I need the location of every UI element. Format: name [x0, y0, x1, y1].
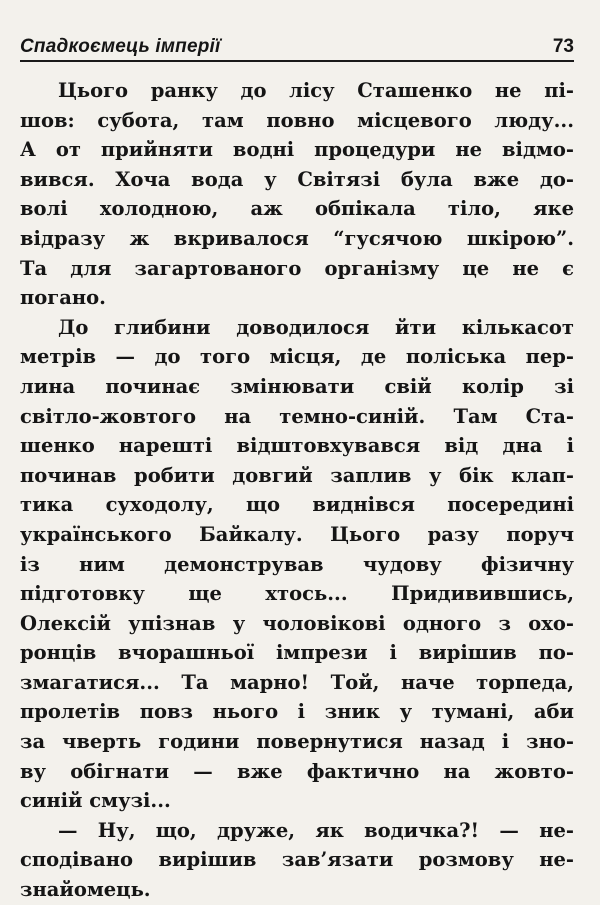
text-line: за чверть години повернутися назад і зно- — [20, 730, 574, 754]
text-line: А от прийняти водні процедури не відмо- — [20, 138, 574, 162]
text-line: пролетів повз нього і зник у тумані, аби — [20, 700, 574, 724]
text-line: Цього ранку до лісу Сташенко не пі- — [58, 79, 574, 102]
text-line: ву обігнати — вже фактично на жовто- — [20, 759, 574, 783]
text-line: починав робити довгий заплив у бік клап- — [20, 463, 574, 487]
text-line: тика суходолу, що виднівся посередині — [20, 493, 574, 517]
text-line: лина починає змінювати свій колір зі — [20, 374, 574, 398]
text-line: шенко нарешті відштовхувався від дна і — [20, 434, 574, 458]
text-line: метрів — до того місця, де поліська пер- — [20, 345, 574, 369]
text-line: вився. Хоча вода у Світязі була вже до- — [20, 167, 574, 191]
text-line: — Ну, що, друже, як водичка?! — не- — [58, 818, 574, 842]
text-line: волі холодною, аж обпікала тіло, яке — [20, 197, 574, 221]
paragraph-3 — [20, 816, 574, 905]
paragraph-2 — [20, 313, 574, 816]
page-number: 73 — [552, 36, 574, 57]
text-line: ронців вчорашньої імпрези і вирішив по- — [20, 641, 574, 665]
text-line: Та для загартованого організму це не є — [20, 256, 574, 280]
text-line: українського Байкалу. Цього разу поруч — [20, 522, 574, 546]
text-line: погано. — [20, 286, 106, 310]
text-line: із ним демонстрував чудову фізичну — [20, 552, 574, 576]
paragraph-1 — [20, 76, 574, 313]
text-line: підготовку ще хтось... Придивившись, — [20, 582, 574, 606]
running-head-title: Спадкоємець імперії — [20, 36, 221, 57]
running-head — [20, 30, 574, 62]
text-line: знайомець. — [20, 878, 151, 902]
text-line: Олексій упізнав у чоловікові одного з охо- — [20, 611, 574, 635]
text-line: сподівано вирішив зав’язати розмову не- — [20, 848, 574, 872]
body-text — [20, 76, 574, 905]
text-line: відразу ж вкривалося “гусячою шкірою”. — [20, 226, 574, 250]
text-line: шов: субота, там повно місцевого люду... — [20, 108, 574, 132]
text-line: змагатися... Та марно! Той, наче торпеда, — [20, 670, 574, 694]
text-line: світло-жовтого на темно-синій. Там Ста- — [20, 404, 574, 428]
text-line: До глибини доводилося йти кількасот — [58, 315, 574, 339]
text-line: синій смузі... — [20, 789, 171, 813]
